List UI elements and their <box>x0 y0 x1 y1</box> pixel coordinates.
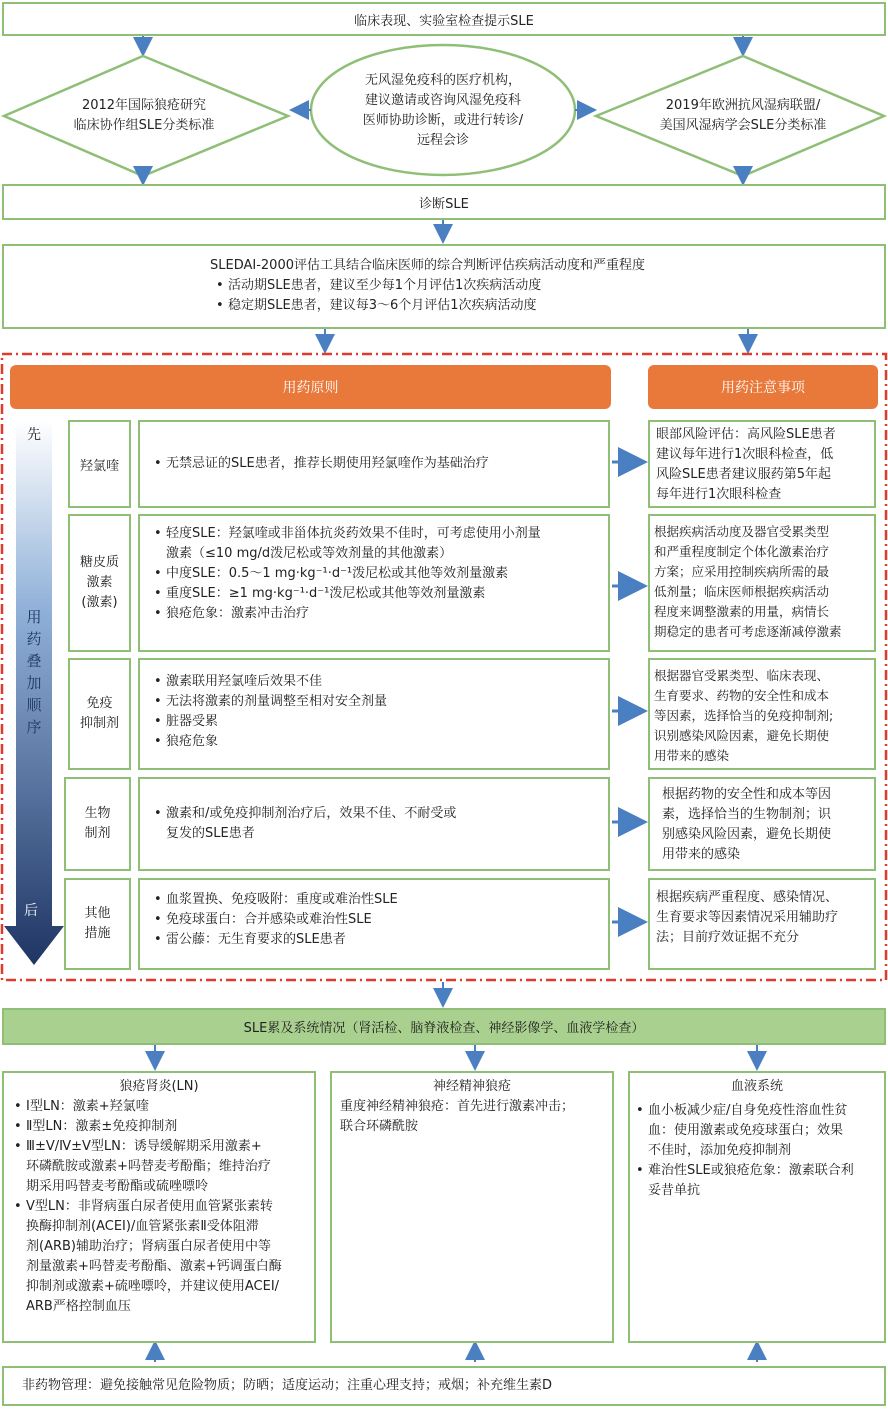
ln-line: • Ⅴ型LN：非肾病蛋白尿者使用血管紧张素转 <box>26 1199 273 1214</box>
systemic-bar <box>2 1008 886 1045</box>
left-criteria-line: 临床协作组SLE分类标准 <box>73 118 215 133</box>
blood-item <box>636 1101 884 1161</box>
neuro-line: 重度神经精神狼疮：首先进行激素冲击； <box>340 1099 575 1114</box>
ln-line: ARB严格控制血压 <box>26 1299 131 1314</box>
blood-line: 妥昔单抗 <box>648 1183 701 1198</box>
ln-item: • Ⅰ型LN：激素+羟氯喹 <box>14 1097 314 1117</box>
drug-name: 制剂 <box>84 826 111 841</box>
principle-line: 激素（≤10 mg/d泼尼松或等效剂量的其他激素） <box>166 546 453 561</box>
order-char: 叠 <box>26 652 42 670</box>
caution-glucocorticoid <box>648 514 876 652</box>
caution-line: 和严重程度制定个体化激素治疗 <box>654 544 830 559</box>
principle-item: • 中度SLE：0.5～1 mg·kg⁻¹·d⁻¹泼尼松或其他等效剂量激素 <box>154 564 608 584</box>
order-char: 序 <box>26 718 42 736</box>
consult-note-line: 远程会诊 <box>416 133 469 148</box>
ln-line: • Ⅲ±Ⅴ/Ⅳ±Ⅴ型LN：诱导缓解期采用激素+ <box>26 1139 262 1154</box>
principle-item <box>154 804 456 844</box>
cautions-header-text: 用药注意事项 <box>721 380 805 396</box>
blood-item <box>636 1161 884 1201</box>
assessment-title: SLEDAI-2000评估工具结合临床医师的综合判断评估疾病活动度和严重程度 <box>210 258 645 273</box>
principles-immunosuppressant <box>138 658 610 770</box>
diagnosis-box <box>2 184 886 220</box>
principle-line: • 轻度SLE：羟氯喹或非甾体抗炎药效果不佳时，可考虑使用小剂量 <box>166 526 541 541</box>
principle-item: • 狼疮危象 <box>154 732 608 752</box>
lupus-nephritis-box <box>2 1071 316 1343</box>
principle-item: • 免疫球蛋白：合并感染或难治性SLE <box>154 910 608 930</box>
ln-line: 抑制剂或激素+硫唑嘌呤，并建议使用ACEI/ <box>26 1279 280 1294</box>
order-char: 顺 <box>26 696 42 714</box>
caution-other <box>648 878 876 970</box>
principle-item: • 狼疮危象：激素冲击治疗 <box>154 604 608 624</box>
right-criteria <box>636 86 850 146</box>
left-criteria-line: 2012年国际狼疮研究 <box>81 98 207 113</box>
caution-line: 根据药物的安全性和成本等因 <box>662 787 832 802</box>
drug-name: (激素) <box>81 595 118 610</box>
right-criteria-line: 2019年欧洲抗风湿病联盟/ <box>665 98 821 113</box>
consult-note-line: 无风湿免疫科的医疗机构， <box>364 73 521 88</box>
drug-glucocorticoid <box>68 514 131 652</box>
right-criteria-line: 美国风湿病学会SLE分类标准 <box>659 118 827 133</box>
caution-line: 根据疾病严重程度、感染情况、 <box>656 890 839 905</box>
caution-line: 建议每年进行1次眼科检查，低 <box>656 447 834 462</box>
drug-name: 羟氯喹 <box>79 458 119 474</box>
cautions-header <box>648 365 878 409</box>
principle-item: • 脏器受累 <box>154 712 608 732</box>
caution-line: 用带来的感染 <box>654 748 730 763</box>
caution-line: 眼部风险评估：高风险SLE患者 <box>656 427 836 442</box>
drug-name: 生物 <box>84 806 111 821</box>
principles-biologic <box>138 777 610 871</box>
drug-name: 免疫 <box>86 696 113 711</box>
caution-line: 别感染风险因素，避免长期使 <box>662 827 832 842</box>
blood-line: • 血小板减少症/自身免疫性溶血性贫 <box>648 1103 848 1118</box>
neuro-line: 联合环磷酰胺 <box>340 1119 419 1134</box>
non-drug-box <box>2 1366 886 1406</box>
principles-other <box>138 878 610 970</box>
caution-line: 每年进行1次眼科检查 <box>656 487 782 502</box>
order-char: 药 <box>26 630 42 648</box>
ln-line: 剂量激素+吗替麦考酚酯、激素+钙调蛋白酶 <box>26 1259 282 1274</box>
assessment-box <box>2 244 886 329</box>
principle-item: • 重度SLE：≥1 mg·kg⁻¹·d⁻¹泼尼松或其他等效剂量激素 <box>154 584 608 604</box>
caution-line: 期稳定的患者可考虑逐渐减停激素 <box>654 624 842 639</box>
blood-line: 血：使用激素或免疫球蛋白；效果 <box>648 1123 844 1138</box>
caution-biologic <box>648 777 876 871</box>
order-last-label: 后 <box>24 903 38 919</box>
caution-hcq <box>648 420 876 508</box>
principle-item: • 血浆置换、免疫吸附：重度或难治性SLE <box>154 890 608 910</box>
caution-line: 用带来的感染 <box>662 847 741 862</box>
caution-line: 根据疾病活动度及器官受累类型 <box>654 524 830 539</box>
neuro-title: 神经精神狼疮 <box>432 1079 511 1094</box>
assessment-item: • 稳定期SLE患者，建议每3～6个月评估1次疾病活动度 <box>216 296 884 316</box>
diagnosis-text: 诊断SLE <box>419 196 469 212</box>
ln-line: 剂(ARB)辅助治疗；肾病蛋白尿者使用中等 <box>26 1239 271 1254</box>
left-criteria <box>44 86 244 146</box>
order-label <box>17 606 51 738</box>
principle-item: • 无禁忌证的SLE患者，推荐长期使用羟氯喹作为基础治疗 <box>154 454 489 474</box>
consult-note <box>330 68 556 154</box>
start-box <box>2 2 886 36</box>
ln-item <box>14 1137 314 1197</box>
caution-line: 程度来调整激素的用量，病情长 <box>654 604 830 619</box>
start-text: 临床表现、实验室检查提示SLE <box>354 13 534 29</box>
caution-line: 识别感染风险因素，避免长期使 <box>654 728 830 743</box>
principle-item <box>154 524 608 564</box>
ln-title: 狼疮肾炎(LN) <box>119 1079 199 1094</box>
blood-title: 血液系统 <box>730 1079 783 1094</box>
principle-line: • 激素和/或免疫抑制剂治疗后，效果不佳、不耐受或 <box>166 806 457 821</box>
assessment-item: • 活动期SLE患者，建议至少每1个月评估1次疾病活动度 <box>216 276 884 296</box>
principle-line: 复发的SLE患者 <box>166 826 255 841</box>
principles-header-text: 用药原则 <box>282 380 339 396</box>
drug-hcq <box>68 420 131 508</box>
principles-glucocorticoid <box>138 514 610 652</box>
ln-line: 期采用吗替麦考酚酯或硫唑嘌呤 <box>26 1179 209 1194</box>
caution-line: 生育要求、药物的安全性和成本 <box>654 688 830 703</box>
caution-line: 低剂量；临床医师根据疾病活动 <box>654 584 830 599</box>
hematologic-box <box>628 1071 886 1343</box>
principle-item: • 无法将激素的剂量调整至相对安全剂量 <box>154 692 608 712</box>
caution-line: 素，选择恰当的生物制剂；识 <box>662 807 832 822</box>
caution-line: 法；目前疗效证据不充分 <box>656 930 800 945</box>
ln-line: 换酶抑制剂(ACEI)/血管紧张素Ⅱ受体阻滞 <box>26 1219 259 1234</box>
caution-line: 风险SLE患者建议服药第5年起 <box>656 467 831 482</box>
drug-name: 激素 <box>86 575 113 590</box>
caution-line: 等因素，选择恰当的免疫抑制剂; <box>654 708 834 723</box>
drug-immunosuppressant <box>68 658 131 770</box>
drug-biologic <box>64 777 131 871</box>
ln-line: 环磷酰胺或激素+吗替麦考酚酯；维持治疗 <box>26 1159 271 1174</box>
order-char: 加 <box>26 674 42 692</box>
caution-line: 生育要求等因素情况采用辅助疗 <box>656 910 839 925</box>
consult-note-line: 建议邀请或咨询风湿免疫科 <box>364 93 521 108</box>
neuro-lupus-box <box>330 1071 614 1343</box>
drug-name: 其他 <box>84 906 111 921</box>
drug-other <box>64 878 131 970</box>
ln-item: • Ⅱ型LN：激素±免疫抑制剂 <box>14 1117 314 1137</box>
ln-item <box>14 1197 314 1317</box>
blood-line: • 难治性SLE或狼疮危象：激素联合利 <box>648 1163 854 1178</box>
caution-immunosuppressant <box>648 658 876 770</box>
caution-line: 方案；应采用控制疾病所需的最 <box>654 564 830 579</box>
principles-hcq <box>138 420 610 508</box>
drug-name: 措施 <box>84 926 111 941</box>
order-first-label: 先 <box>27 427 41 443</box>
non-drug-text: 非药物管理：避免接触常见危险物质；防晒；适度运动；注重心理支持；戒烟；补充维生素D <box>22 1378 553 1393</box>
drug-name: 抑制剂 <box>79 716 119 731</box>
blood-line: 不佳时，添加免疫抑制剂 <box>648 1143 792 1158</box>
principle-item: • 激素联用羟氯喹后效果不佳 <box>154 672 608 692</box>
principles-header <box>10 365 611 409</box>
drug-name: 糖皮质 <box>79 555 119 570</box>
order-char: 用 <box>26 608 42 626</box>
principle-item: • 雷公藤：无生育要求的SLE患者 <box>154 930 608 950</box>
caution-line: 根据器官受累类型、临床表现、 <box>654 668 830 683</box>
systemic-title: SLE累及系统情况（肾活检、脑脊液检查、神经影像学、血液学检查） <box>243 1021 645 1036</box>
consult-note-line: 医师协助诊断，或进行转诊/ <box>362 113 524 128</box>
